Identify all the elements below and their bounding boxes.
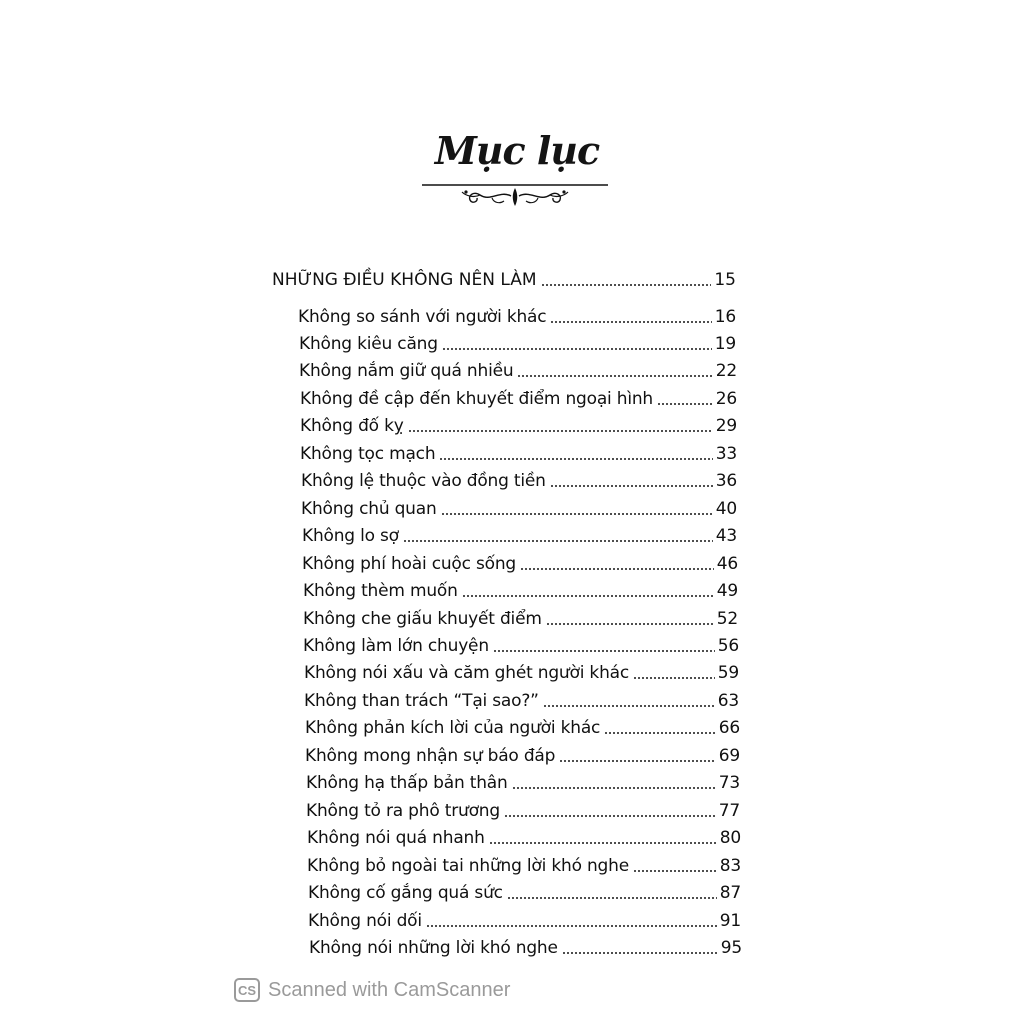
toc-item-title: Không tọc mạch bbox=[300, 444, 436, 464]
toc-item-title: Không kiêu căng bbox=[299, 334, 438, 354]
watermark-text: Scanned with CamScanner bbox=[268, 978, 511, 1001]
toc-item-title: Không cố gắng quá sức bbox=[308, 883, 503, 903]
dot-leader bbox=[426, 925, 717, 927]
toc-item bbox=[303, 636, 739, 656]
dot-leader bbox=[507, 897, 717, 899]
dot-leader bbox=[462, 595, 714, 597]
toc-item bbox=[309, 938, 742, 958]
toc-item bbox=[308, 911, 741, 931]
toc-page-number: 26 bbox=[715, 389, 737, 409]
toc-page-number: 73 bbox=[718, 773, 740, 793]
toc-section-title: NHỮNG ĐIỀU KHÔNG NÊN LÀM bbox=[272, 270, 537, 290]
toc-page-number: 91 bbox=[719, 911, 741, 931]
toc-page-number: 40 bbox=[715, 499, 737, 519]
toc-item-title: Không nói dối bbox=[308, 911, 422, 931]
scanner-watermark bbox=[234, 976, 510, 1004]
dot-leader bbox=[633, 677, 715, 679]
toc-page-number: 66 bbox=[718, 718, 740, 738]
toc-page-number: 63 bbox=[717, 691, 739, 711]
toc-item bbox=[305, 718, 740, 738]
toc-item bbox=[305, 746, 740, 766]
toc-page-number: 59 bbox=[717, 663, 739, 683]
toc-page-number: 56 bbox=[717, 636, 739, 656]
toc-item bbox=[307, 828, 741, 848]
toc-item-title: Không so sánh với người khác bbox=[298, 307, 547, 327]
toc-item bbox=[302, 554, 738, 574]
dot-leader bbox=[541, 284, 712, 286]
toc-item-title: Không bỏ ngoài tai những lời khó nghe bbox=[307, 856, 629, 876]
toc-item-title: Không đề cập đến khuyết điểm ngoại hình bbox=[300, 389, 654, 409]
dot-leader bbox=[512, 787, 716, 789]
toc-page-number: 19 bbox=[714, 334, 736, 354]
toc-item bbox=[299, 334, 736, 354]
toc-item-title: Không nói những lời khó nghe bbox=[309, 938, 558, 958]
toc-item bbox=[299, 361, 737, 381]
toc-page-number: 52 bbox=[716, 609, 738, 629]
toc-item-title: Không nắm giữ quá nhiều bbox=[299, 361, 514, 381]
toc-item bbox=[307, 856, 741, 876]
dot-leader bbox=[489, 842, 717, 844]
dot-leader bbox=[657, 403, 713, 405]
dot-leader bbox=[493, 650, 715, 652]
dot-leader bbox=[439, 458, 712, 460]
toc-item-title: Không than trách “Tại sao?” bbox=[304, 691, 539, 711]
toc-item-title: Không nói quá nhanh bbox=[307, 828, 485, 848]
dot-leader bbox=[403, 540, 713, 542]
dot-leader bbox=[520, 568, 714, 570]
toc-item-title: Không phản kích lời của người khác bbox=[305, 718, 601, 738]
toc-page-number: 69 bbox=[718, 746, 740, 766]
toc-item bbox=[301, 499, 737, 519]
toc-item bbox=[303, 581, 738, 601]
toc-item-title: Không nói xấu và căm ghét người khác bbox=[304, 663, 630, 683]
toc-page-number: 49 bbox=[716, 581, 738, 601]
toc-item-title: Không lo sợ bbox=[302, 526, 399, 546]
toc-item bbox=[301, 471, 737, 491]
dot-leader bbox=[562, 952, 718, 954]
toc-item-title: Không hạ thấp bản thân bbox=[306, 773, 508, 793]
dot-leader bbox=[543, 705, 715, 707]
toc-item-title: Không mong nhận sự báo đáp bbox=[305, 746, 556, 766]
dot-leader bbox=[504, 815, 716, 817]
toc-item-title: Không phí hoài cuộc sống bbox=[302, 554, 517, 574]
toc-page-number: 22 bbox=[715, 361, 737, 381]
toc-section-row bbox=[272, 270, 736, 290]
toc-page-number: 87 bbox=[719, 883, 741, 903]
toc-page-number: 33 bbox=[715, 444, 737, 464]
dot-leader bbox=[550, 321, 711, 323]
dot-leader bbox=[441, 513, 713, 515]
dot-leader bbox=[559, 760, 716, 762]
toc-item bbox=[304, 691, 739, 711]
toc-page-number: 46 bbox=[716, 554, 738, 574]
dot-leader bbox=[550, 485, 713, 487]
toc-item bbox=[303, 609, 738, 629]
toc-item bbox=[300, 444, 737, 464]
toc-item bbox=[304, 663, 739, 683]
toc-item-title: Không đố kỵ bbox=[300, 416, 404, 436]
toc-item bbox=[308, 883, 741, 903]
dot-leader bbox=[604, 732, 716, 734]
dot-leader bbox=[633, 870, 717, 872]
toc-item bbox=[298, 307, 736, 327]
toc-page-number: 80 bbox=[719, 828, 741, 848]
page-title: Mục lục bbox=[434, 128, 600, 173]
toc-item bbox=[306, 801, 740, 821]
dot-leader bbox=[442, 348, 712, 350]
toc-page-number: 16 bbox=[714, 307, 736, 327]
toc-page-number: 15 bbox=[714, 270, 736, 290]
dot-leader bbox=[546, 623, 714, 625]
toc-item bbox=[300, 416, 737, 436]
dot-leader bbox=[408, 430, 713, 432]
dot-leader bbox=[517, 375, 712, 377]
toc-item-title: Không chủ quan bbox=[301, 499, 437, 519]
toc-page-number: 36 bbox=[715, 471, 737, 491]
toc-item bbox=[306, 773, 740, 793]
toc-item bbox=[300, 389, 737, 409]
toc-page-number: 77 bbox=[718, 801, 740, 821]
toc-page-number: 83 bbox=[719, 856, 741, 876]
toc-item-title: Không làm lớn chuyện bbox=[303, 636, 489, 656]
toc-item-title: Không lệ thuộc vào đồng tiền bbox=[301, 471, 546, 491]
camscanner-logo-icon: CS bbox=[234, 978, 260, 1002]
toc-page-number: 95 bbox=[720, 938, 742, 958]
toc-page-number: 43 bbox=[715, 526, 737, 546]
toc-item bbox=[302, 526, 737, 546]
toc-item-title: Không tỏ ra phô trương bbox=[306, 801, 500, 821]
toc-item-title: Không thèm muốn bbox=[303, 581, 458, 601]
toc-page-number: 29 bbox=[715, 416, 737, 436]
toc-item-title: Không che giấu khuyết điểm bbox=[303, 609, 542, 629]
